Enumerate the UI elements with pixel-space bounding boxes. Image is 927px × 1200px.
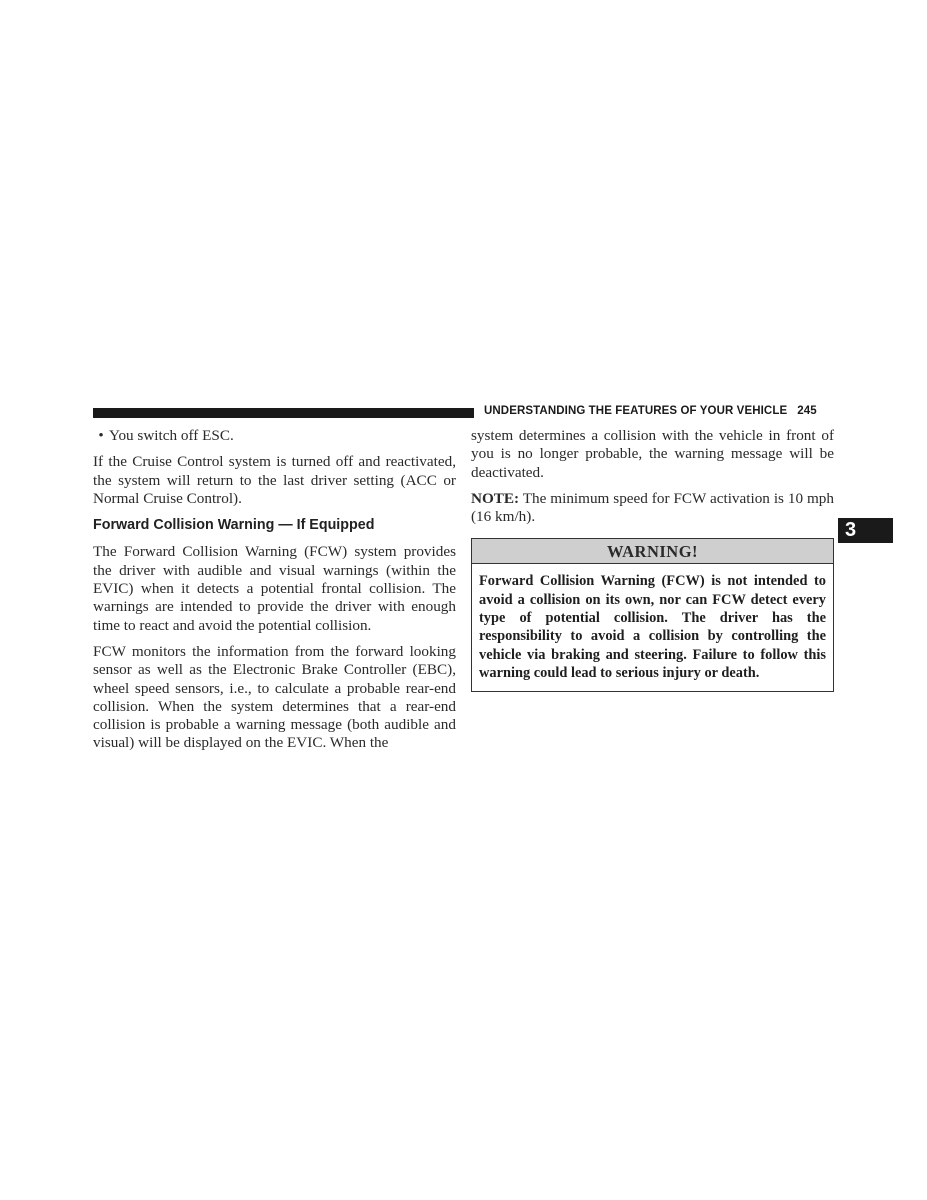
warning-box bbox=[471, 538, 834, 692]
warning-title: WARNING! bbox=[472, 539, 833, 564]
warning-text: Forward Collision Warning (FCW) is not intended to avoid a collision on its own, nor can FCW detect every type of potential collision. The driver has the responsibility to avoid a collision by controlling the vehicle via braking and steering. Failure to follow this warning could lead to serious injury or death. bbox=[479, 573, 826, 681]
bullet-item bbox=[93, 427, 456, 445]
bullet-text: You switch off ESC. bbox=[109, 427, 234, 444]
page-number: 245 bbox=[797, 405, 817, 417]
left-column bbox=[93, 427, 456, 761]
paragraph-continued: system determines a collision with the vehicle in front of you is no longer probable, the warning message will be deactivated. bbox=[471, 427, 834, 481]
section-heading: Forward Collision Warning — If Equipped bbox=[93, 517, 375, 534]
note-label: NOTE: bbox=[471, 489, 520, 507]
bullet-icon: • bbox=[98, 427, 104, 444]
chapter-tab: 3 bbox=[838, 518, 893, 543]
paragraph-cruise-control: If the Cruise Control system is turned off and reactivated, the system will return to the last driver setting (ACC or Normal Cruise Control). bbox=[93, 453, 456, 507]
note-text: The minimum speed for FCW activation is 10 mph (16 km/h). bbox=[471, 489, 834, 526]
right-column bbox=[471, 427, 834, 692]
section-title: UNDERSTANDING THE FEATURES OF YOUR VEHICLE bbox=[484, 405, 788, 417]
header-rule bbox=[93, 408, 474, 418]
paragraph-fcw-monitor: FCW monitors the information from the forward looking sensor as well as the Electronic Brake Controller (EBC), wheel speed sensors, i.e., to calculate a probable rear-end collision. When the system determines that a rear-end collision is probable a warning message (both audible and visual) will be displayed on the EVIC. When the bbox=[93, 642, 456, 752]
paragraph-fcw-intro: The Forward Collision Warning (FCW) system provides the driver with audible and visual warnings (within the EVIC) when it detects a potential frontal collision. The warnings are intended to provide the driver with enough time to react and avoid the potential collision. bbox=[93, 543, 456, 634]
running-header bbox=[484, 405, 817, 417]
note-paragraph bbox=[471, 490, 834, 527]
